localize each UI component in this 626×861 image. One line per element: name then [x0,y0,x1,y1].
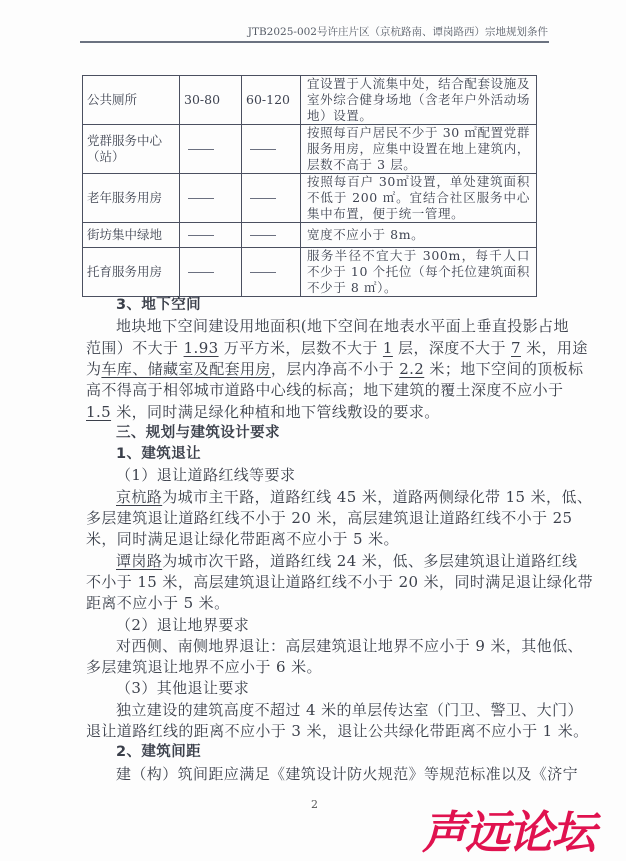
dash-placeholder [188,235,214,236]
facility-value-a [180,223,242,248]
text-line [116,316,569,337]
facility-value-b [242,174,301,223]
facility-note: 宽度不应小于 8m。 [301,223,537,248]
facility-value-a: 30-80 [180,76,242,125]
underlined-value: 1.5 [86,402,112,421]
text-line [86,721,589,742]
dash-placeholder [250,235,276,236]
table-row [83,248,537,297]
watermark-logo: 声远论坛 [422,806,595,859]
text-segment: 米；地下空间的顶板标 [424,359,584,378]
underlined-value: 1.93 [183,338,219,357]
table-row [83,174,537,223]
facility-name: 公共厕所 [83,76,180,125]
text-segment: 多层建筑退让道路红线不小于 20 米，高层建筑退让道路红线不小于 25 [86,509,573,527]
text-line [86,338,588,359]
facility-note: 宜设置于人流集中处，结合配套设施及室外综合健身场地（含老年户外活动场地）设置。 [301,76,537,125]
facility-note: 按照每百户居民不少于 30 ㎡配置党群服务用房，应集中设置在地上建筑内，层数不高于 3 层。 [301,125,537,174]
text-segment: 米，同时满足退让绿化带距离不应小于 5 米。 [86,530,399,549]
section-heading [116,444,548,465]
text-line [116,487,593,508]
section-heading [116,295,548,316]
text-line [116,551,578,572]
underlined-value: 2.2 [399,359,425,378]
text-line [116,678,548,699]
text-line [116,615,548,636]
underlined-value: 7 [511,338,521,357]
text-segment: 为 [86,359,102,378]
underlined-value: 谭岗路 [116,551,163,570]
text-segment: 三、规划与建筑设计要求 [116,424,280,441]
text-segment: 米，用途 [520,338,588,357]
dash-placeholder [250,272,276,273]
section-heading [116,742,548,763]
section-heading [116,423,548,444]
text-segment: 万平方米，层数不大于 [218,338,383,357]
dash-placeholder [188,272,214,273]
text-segment: 距离不应小于 5 米。 [86,594,230,613]
text-segment: 退让道路红线的距离不应小于 3 米，退让公共绿化带距离不应小于 1 米。 [86,722,589,740]
facilities-table [82,75,537,297]
text-line [116,764,579,785]
facility-name: 老年服务用房 [83,174,180,223]
dash-placeholder [188,149,214,150]
text-segment: 层，深度不大于 [392,338,512,357]
text-line [116,636,583,657]
text-segment: 2、建筑间距 [116,744,201,761]
text-segment: 1、建筑退让 [116,446,201,463]
facility-value-a [180,174,242,223]
dash-placeholder [250,198,276,199]
text-segment: 独立建设的建筑高度不超过 4 米的单层传达室（门卫、警卫、大门） [116,700,583,719]
text-line [86,593,548,614]
dash-placeholder [250,149,276,150]
text-line [86,359,584,380]
underlined-value: 车库、储藏室及配套用房 [101,359,271,378]
facility-value-a [180,125,242,174]
facility-value-b: 60-120 [242,76,301,125]
text-segment: （2）退让地界要求 [116,615,250,634]
text-segment: 对西侧、南侧地界退让：高层建筑退让地界不应小于 9 米，其他低、 [116,636,583,655]
text-line [86,529,548,550]
text-segment: 3、地下空间 [116,297,201,313]
document-header: JTB2025-002号许庄片区（京杭路南、谭岗路西）宗地规划条件 [247,26,548,38]
text-segment: 范围）不大于 [86,338,184,357]
table-row [83,125,537,174]
table-row [83,76,537,125]
facility-value-b [242,248,301,297]
underlined-value: 京杭路 [116,487,163,506]
header-rule [80,41,549,43]
facility-name: 党群服务中心（站） [83,125,180,174]
text-line [86,657,548,678]
facility-value-b [242,125,301,174]
text-line [86,572,594,593]
text-line [116,465,548,486]
dash-placeholder [188,198,214,199]
underlined-value: 1 [382,338,393,357]
text-segment: ，层内净高不小于 [270,359,400,378]
text-segment: 米，同时满足绿化种植和地下管线敷设的要求。 [111,402,440,421]
text-segment: 多层建筑退让地界不应小于 6 米。 [86,658,322,677]
table-row [83,223,537,248]
text-segment: （3）其他退让要求 [116,679,250,698]
text-segment: 不小于 15 米，高层建筑退让道路红线不小于 20 米，同时满足退让绿化带 [86,572,594,591]
page-number: 2 [311,798,318,811]
facility-name: 街坊集中绿地 [83,223,180,248]
text-segment: 为城市次干路，道路红线 24 米，低、多层建筑退让道路红线 [162,551,578,570]
facility-name: 托育服务用房 [83,248,180,297]
text-line [86,380,564,401]
facility-value-a [180,248,242,297]
text-segment: 地块地下空间建设用地面积(地下空间在地表水平面上垂直投影占地 [116,317,569,336]
facility-value-b [242,223,301,248]
text-segment: 建（构）筑间距应满足《建筑设计防火规范》等规范标准以及《济宁 [116,764,579,783]
text-segment: 高不得高于相邻城市道路中心线的标高；地下建筑的覆土深度不应小于 [86,381,564,400]
facility-note: 服务半径不宜大于 300m，每千人口不少于 10 个托位（每个托位建筑面积不少于 8 ㎡）。 [301,248,537,297]
text-segment: （1）退让道路红线等要求 [116,466,296,485]
text-line [86,402,548,423]
text-segment: 为城市主干路，道路红线 45 米，道路两侧绿化带 15 米，低、 [162,487,593,506]
facility-note: 按照每百户 30㎡设置，单处建筑面积不低于 200 ㎡。宜结合社区服务中心集中布置，便于统一管理。 [301,174,537,223]
text-line [86,508,573,529]
text-line [116,700,583,721]
